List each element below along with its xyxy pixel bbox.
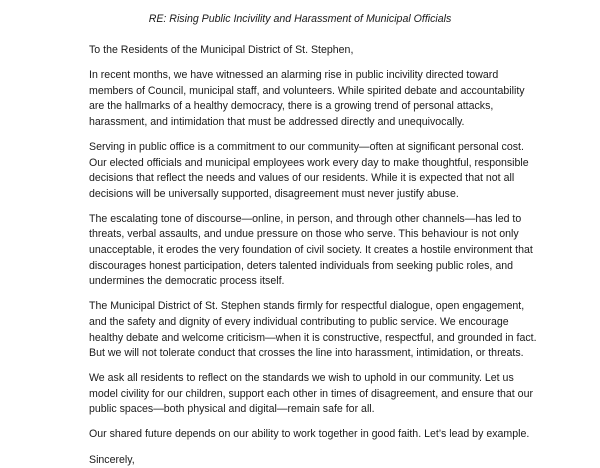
paragraph-line: In recent months, we have witnessed an alarming rise in public incivility directed toward bbox=[89, 69, 499, 82]
letter-body bbox=[89, 43, 559, 468]
paragraph-line: healthy debate and welcome criticism—when it is constructive, respectful, and grounded in fact. bbox=[89, 331, 537, 344]
paragraph-line: decisions that reflect the needs and values of our residents. While it is expected that not all bbox=[89, 172, 515, 185]
paragraph-5 bbox=[89, 371, 559, 418]
paragraph-line: discourages honest participation, deters talented individuals from seeking public roles, and bbox=[89, 259, 513, 272]
paragraph-line: public spaces—both physical and digital—remain safe for all. bbox=[89, 403, 375, 416]
paragraph-3 bbox=[89, 212, 559, 290]
letter-subject: RE: Rising Public Incivility and Harassment of Municipal Officials bbox=[148, 13, 452, 25]
letter-closing: Sincerely, bbox=[89, 453, 135, 466]
letter-salutation: To the Residents of the Municipal District of St. Stephen, bbox=[89, 44, 354, 56]
paragraph-line: Serving in public office is a commitment to our community—often at significant personal cost. bbox=[89, 140, 524, 153]
paragraph-line: undermines the democratic process itself. bbox=[89, 275, 285, 288]
paragraph-line: We ask all residents to reflect on the standards we wish to uphold in our community. Let us bbox=[89, 372, 514, 385]
paragraph-line: threats, verbal assaults, and undue pressure on those who serve. This behaviour is not only bbox=[89, 228, 519, 241]
paragraph-6 bbox=[89, 427, 559, 443]
paragraph-line: members of Council, municipal staff, and volunteers. While spirited debate and accountability bbox=[89, 84, 525, 97]
paragraph-line: The Municipal District of St. Stephen stands firmly for respectful dialogue, open engagement, bbox=[89, 300, 525, 313]
paragraph-line: But we will not tolerate conduct that crosses the line into harassment, intimidation, or threats. bbox=[89, 347, 524, 360]
paragraph-line: Our shared future depends on our ability to work together in good faith. Let’s lead by example. bbox=[89, 428, 530, 441]
paragraph-2 bbox=[89, 140, 559, 202]
paragraph-4 bbox=[89, 299, 559, 361]
paragraph-line: Our elected officials and municipal employees work every day to make thoughtful, responsible bbox=[89, 156, 529, 169]
paragraph-line: The escalating tone of discourse—online, in person, and through other channels—has led to bbox=[89, 212, 522, 225]
paragraph-line: and the safety and dignity of every individual contributing to public service. We encourage bbox=[89, 315, 509, 328]
paragraph-1 bbox=[89, 68, 559, 130]
paragraph-line: harassment, and intimidation that must be addressed directly and unequivocally. bbox=[89, 115, 465, 128]
paragraph-line: are the hallmarks of a healthy democracy, there is a growing trend of personal attacks, bbox=[89, 100, 494, 113]
paragraph-line: decisions will be universally supported, disagreement must never justify abuse. bbox=[89, 187, 459, 200]
paragraph-line: model civility for our children, support each other in times of disagreement, and ensure that our bbox=[89, 387, 533, 400]
paragraph-line: unacceptable, it erodes the very foundation of civil society. It creates a hostile environment that bbox=[89, 244, 533, 257]
